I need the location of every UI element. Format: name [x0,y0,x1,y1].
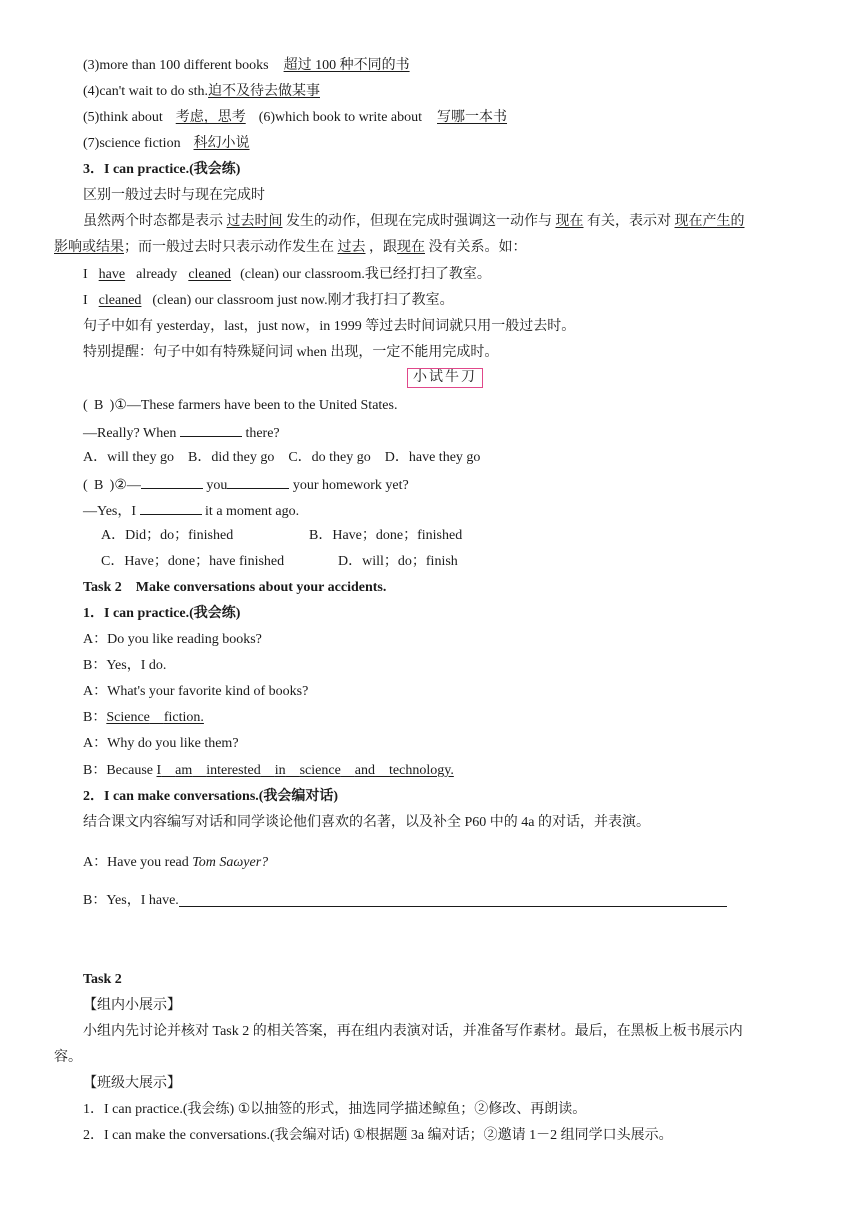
ex-answer: cleaned [188,267,232,282]
para-text: ，跟 [369,240,397,255]
quiz-q1-line1 [83,397,397,415]
speaker: A： [83,736,108,751]
utterance: Yes，I do. [106,658,167,673]
utterance: What's your favorite kind of books? [107,684,309,699]
utterance: Why do you like them? [107,736,239,751]
quiz-q2-option-b: B．Have；done；finished [309,528,463,543]
para-answer: 现在 [397,240,425,255]
phrase-zh: 迫不及待去做某事 [208,84,320,99]
quiz-text: your homework yet? [292,478,409,493]
dialog-line [83,631,262,649]
para-text: 发生的动作，但现在完成时强调这一动作与 [286,214,552,229]
phrase-en: (3)more than 100 different books [83,58,269,73]
ex-answer: have [98,267,126,282]
conversation-heading: 2．I can make conversations.(我会编对话) [83,789,339,804]
quiz-text: you [206,478,228,493]
answer-blank[interactable] [180,423,242,437]
conversation-instructions: 结合课文内容编写对话和同学谈论他们喜欢的名著，以及补全 P60 中的 4a 的对话，并表演。 [83,815,650,830]
answer-word: fiction. [163,710,204,725]
group-display-text-line1: 小组内先讨论并核对 Task 2 的相关答案，再在组内表演对话，并准备写作素材。最后，在黑板上板书展示内 [83,1024,743,1039]
quiz-q2-option-c: C．Have；done；have finished [101,554,285,569]
answer-word: science [299,763,341,778]
quiz-q2-line2 [83,501,299,521]
answer-blank[interactable] [227,475,289,489]
paren: ( [83,478,88,493]
speaker: B： [83,710,107,725]
quiz-q1-options: A．will they go B．did they go C．do they go D．have they go [83,450,481,465]
answer-word: and [354,763,376,778]
ex-answer: cleaned [98,293,142,308]
dialog-line [83,762,454,780]
answer-word: interested [206,763,261,778]
phrase-en: (6)which book to write about [258,110,423,125]
para-text: 有关，表示对 [587,214,671,229]
phrase-en: (4)can't wait to do sth. [83,84,208,99]
dialog-line [83,735,239,753]
ex-text: (clean) our classroom just now.刚才我打扫了教室。 [152,293,454,308]
answer-word: technology. [389,763,454,778]
phrase-zh: 超过 100 种不同的书 [283,58,410,73]
ex-text: I [83,267,88,282]
speaker: B： [83,658,107,673]
task2-heading: Task 2 Make conversations about your accidents. [83,580,387,595]
group-display-text-line2: 容。 [54,1050,82,1065]
filled-answer [106,710,204,725]
dialog-line [83,709,204,727]
para-answer: 过去时间 [226,214,283,229]
quiz-text: )①—These farmers have been to the United States. [109,398,398,413]
speaker: A： [83,855,108,870]
para-answer: 影响或结果 [54,240,124,255]
para-text: ；而一般过去时只表示动作发生在 [124,240,334,255]
ex-text: (clean) our classroom.我已经打扫了教室。 [240,267,491,282]
quiz-q1-line2 [83,423,280,443]
para-text: 虽然两个时态都是表示 [83,214,223,229]
quiz-text: —Yes，I [83,504,137,519]
writing-line[interactable] [179,893,727,907]
phrase-5-6 [83,109,507,127]
ex-text: already [136,267,178,282]
group-display-label: 【组内小展示】 [83,998,181,1013]
utterance: Have you read [107,855,189,870]
quiz-label-box: 小试牛刀 [407,368,483,388]
quiz-answer: B [94,398,104,413]
note-2: 特别提醒：句子中如有特殊疑问词 when 出现，一定不能用完成时。 [83,345,499,360]
quiz-q2-line1 [83,475,409,495]
para-text: 没有关系。如： [428,240,527,255]
phrase-zh: 科幻小说 [193,136,250,151]
phrase-zh: 考虑，思考 [175,110,246,125]
para-answer: 过去 [337,240,366,255]
utterance: Do you like reading books? [107,632,262,647]
task2-practice1-heading: 1．I can practice.(我会练) [83,606,241,621]
practice3-paragraph-line2 [54,239,527,257]
quiz-text: )②— [109,478,141,493]
speaker: A： [83,684,108,699]
dialog-line [83,657,166,675]
phrase-4 [83,83,320,101]
class-display-label: 【班级大展示】 [83,1076,181,1091]
utterance: Because [106,763,153,778]
example-sentence-2 [83,292,454,310]
practice3-subheading: 区别一般过去时与现在完成时 [83,188,265,203]
class-display-item-1: 1．I can practice.(我会练) ①以抽签的形式，抽选同学描述鲸鱼；②修改、再朗读。 [83,1102,587,1117]
conversation-line-b [83,892,727,910]
practice3-paragraph-line1 [83,213,745,231]
quiz-text: it a moment ago. [205,504,300,519]
answer-word: am [175,763,193,778]
phrase-zh: 写哪一本书 [437,110,508,125]
phrase-en: (7)science fiction [83,136,181,151]
quiz-text: —Really? When [83,426,177,441]
dialog-line [83,683,308,701]
ex-text: I [83,293,88,308]
phrase-en: (5)think about [83,110,163,125]
quiz-q2-option-d: D．will；do；finish [338,554,458,569]
filled-answer [157,763,454,778]
utterance: Yes，I have. [106,893,179,908]
phrase-3 [83,57,410,75]
phrase-7 [83,135,250,153]
speaker: B： [83,893,107,908]
answer-blank[interactable] [141,475,203,489]
quiz-answer: B [94,478,104,493]
speaker: A： [83,632,108,647]
para-answer: 现在 [555,214,584,229]
class-display-item-2: 2．I can make the conversations.(我会编对话) ①根据题 3a 编对话；②邀请 1－2 组同学口头展示。 [83,1128,673,1143]
note-1: 句子中如有 yesterday，last，just now，in 1999 等过去时间词就只用一般过去时。 [83,319,576,334]
quiz-q2-option-a: A．Did；do；finished [101,528,234,543]
answer-word: Science [106,710,150,725]
book-title: Tom Saωyer? [192,855,269,870]
display-heading: Task 2 [83,972,122,987]
answer-word: I [156,763,162,778]
paren: ( [83,398,88,413]
answer-word: in [274,763,286,778]
example-sentence-1 [83,266,491,284]
para-answer: 现在产生的 [674,214,745,229]
speaker: B： [83,763,107,778]
quiz-text: there? [245,426,280,441]
answer-blank[interactable] [140,501,202,515]
conversation-line-a [83,854,268,872]
practice3-heading: 3．I can practice.(我会练) [83,162,241,177]
